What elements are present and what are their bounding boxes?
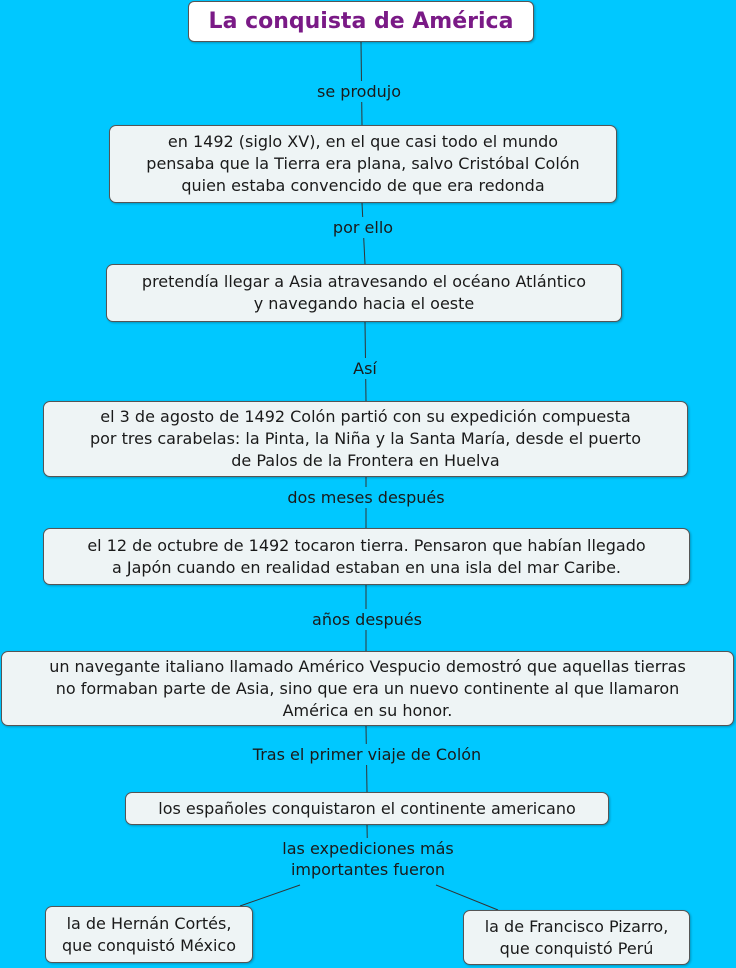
- concept-1492[interactable]: en 1492 (siglo XV), en el que casi todo el mundo pensaba que la Tierra era plana, salvo Cristóbal Colón quien estaba convencido de que era redonda: [109, 125, 617, 203]
- link-label-se-produjo: se produjo: [317, 82, 401, 101]
- link-label-dos-meses: dos meses después: [287, 488, 445, 507]
- link-label-asi: Así: [353, 359, 377, 378]
- map-title[interactable]: La conquista de América: [188, 1, 534, 42]
- concept-francisco-pizarro[interactable]: la de Francisco Pizarro, que conquistó Perú: [463, 910, 690, 965]
- concept-hernan-cortes[interactable]: la de Hernán Cortés, que conquistó México: [45, 906, 253, 963]
- link-label-tras-primer-viaje: Tras el primer viaje de Colón: [252, 745, 482, 764]
- link-label-por-ello: por ello: [332, 218, 394, 237]
- link-label-expediciones: las expediciones más importantes fueron: [282, 839, 454, 879]
- concept-conquista-continente[interactable]: los españoles conquistaron el continente americano: [125, 792, 609, 825]
- link-label-anos-despues: años después: [312, 610, 422, 629]
- concept-llegar-asia[interactable]: pretendía llegar a Asia atravesando el océano Atlántico y navegando hacia el oeste: [106, 264, 622, 322]
- concept-partida-colon[interactable]: el 3 de agosto de 1492 Colón partió con su expedición compuesta por tres carabelas: la Pinta, la Niña y la Santa María, desde el puerto de Palos de la Frontera en Huelva: [43, 401, 688, 477]
- concept-americo-vespucio[interactable]: un navegante italiano llamado Américo Vespucio demostró que aquellas tierras no formaban parte de Asia, sino que era un nuevo continente al que llamaron América en su honor.: [1, 651, 734, 726]
- concept-12-octubre[interactable]: el 12 de octubre de 1492 tocaron tierra. Pensaron que habían llegado a Japón cuando en realidad estaban en una isla del mar Caribe.: [43, 528, 690, 585]
